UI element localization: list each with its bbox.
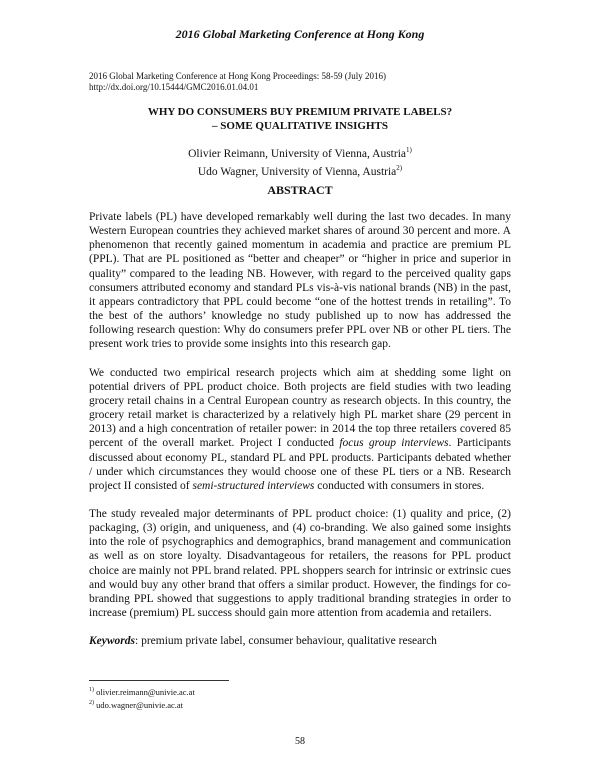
paragraph-2-part-2: . Participants discussed about economy PL, standard PL and PPL products. Participants debated whether / under which circumstances they would choose one of these PL tiers or a NB. Research project II consisted of (89, 437, 512, 492)
author-1-name: Olivier Reimann, University of Vienna, Austria (188, 147, 407, 160)
page-number: 58 (295, 736, 305, 747)
footnote-2-mark: 2) (89, 699, 94, 706)
author-list (0, 143, 600, 179)
keywords-label: Keywords (89, 635, 135, 648)
paper-title (0, 106, 600, 133)
footnote-2-email[interactable]: udo.wagner@univie.ac.at (94, 699, 184, 710)
author-1-footnote-mark: 1) (406, 146, 412, 154)
paragraph-2-emphasis-2: semi-structured interviews (192, 479, 315, 492)
proceedings-line: 2016 Global Marketing Conference at Hong Kong Proceedings: 58-59 (July 2016) (89, 71, 386, 81)
running-header: 2016 Global Marketing Conference at Hong Kong (175, 27, 425, 41)
paragraph-2-part-3: conducted with consumers in stores. (314, 479, 485, 492)
title-line-2: – SOME QUALITATIVE INSIGHTS (212, 119, 388, 132)
author-2-footnote-mark: 2) (396, 163, 403, 172)
footnote-1-mark: 1) (89, 687, 94, 693)
abstract-body (89, 210, 511, 662)
abstract-heading: ABSTRACT (267, 183, 333, 197)
author-1 (0, 143, 600, 161)
paragraph-1: Private labels (PL) have developed remarkably well during the last two decades. In many Western European countries they achieved market shares of around 30 percent and more. A phenomenon that recently gained momentum in academia and practice are premium PL (PPL). That are PL positioned as “better and cheaper” or “higher in price and superior in quality” compared to the leading NB. However, with regard to the perceived quality gaps consumers attributed economy and standard PLs vis-à-vis national brands (NB) in the past, it appears contradictory that PPL could become “one of the hottest trends in retailing”. To the best of the authors’ knowledge no study published up to now has addressed the following research question: Why do consumers prefer PPL over NB or other PL tiers. The present work tries to provide some insights into this research gap. (89, 211, 511, 351)
author-2 (0, 161, 600, 179)
author-2-name: Udo Wagner, University of Vienna, Austria (197, 165, 397, 178)
paragraph-2 (89, 366, 511, 493)
citation-block (89, 71, 519, 92)
footnote-1-email[interactable]: olivier.reimann@univie.ac.at (94, 686, 195, 697)
footnote-1 (89, 685, 509, 698)
keywords-text: : premium private label, consumer behaviour, qualitative research (135, 635, 437, 648)
footnotes (89, 685, 509, 711)
footnote-2 (89, 698, 509, 711)
keywords-line (89, 634, 511, 648)
footnote-divider (89, 680, 229, 681)
paragraph-3: The study revealed major determinants of PPL product choice: (1) quality and price, (2) packaging, (3) origin, and uniqueness, and (4) co-branding. We also gained some insights into the role of psychographics and demographics, brand management and communication as well as on store loyalty. Disadvantageous for retailers, the reasons for PPL product choice are mainly not PPL brand related. PPL shoppers search for intrinsic or extrinsic cues and would buy any other brand that offers a similar product. However, the findings for co-branding PPL showed that suggestions to apply traditional branding strategies in order to increase (premium) PL success should gain more attention from academia and retailers. (89, 507, 511, 620)
title-line-1: WHY DO CONSUMERS BUY PREMIUM PRIVATE LABELS? (147, 106, 453, 118)
paragraph-2-part-1: We conducted two empirical research projects which aim at shedding some light on potential drivers of PPL product choice. Both projects are field studies with two leading grocery retail chains in a Central European country as research objects. In this country, the grocery retail market is characterized by a relatively high PL market share (29 percent in 2013) and a high concentration of retailer power: in 2014 the top three retailers covered 85 percent of the overall market. Project I conducted (89, 366, 511, 450)
paragraph-2-emphasis-1: focus group interviews (339, 437, 449, 450)
doi-link[interactable]: http://dx.doi.org/10.15444/GMC2016.01.04.01 (89, 81, 259, 92)
